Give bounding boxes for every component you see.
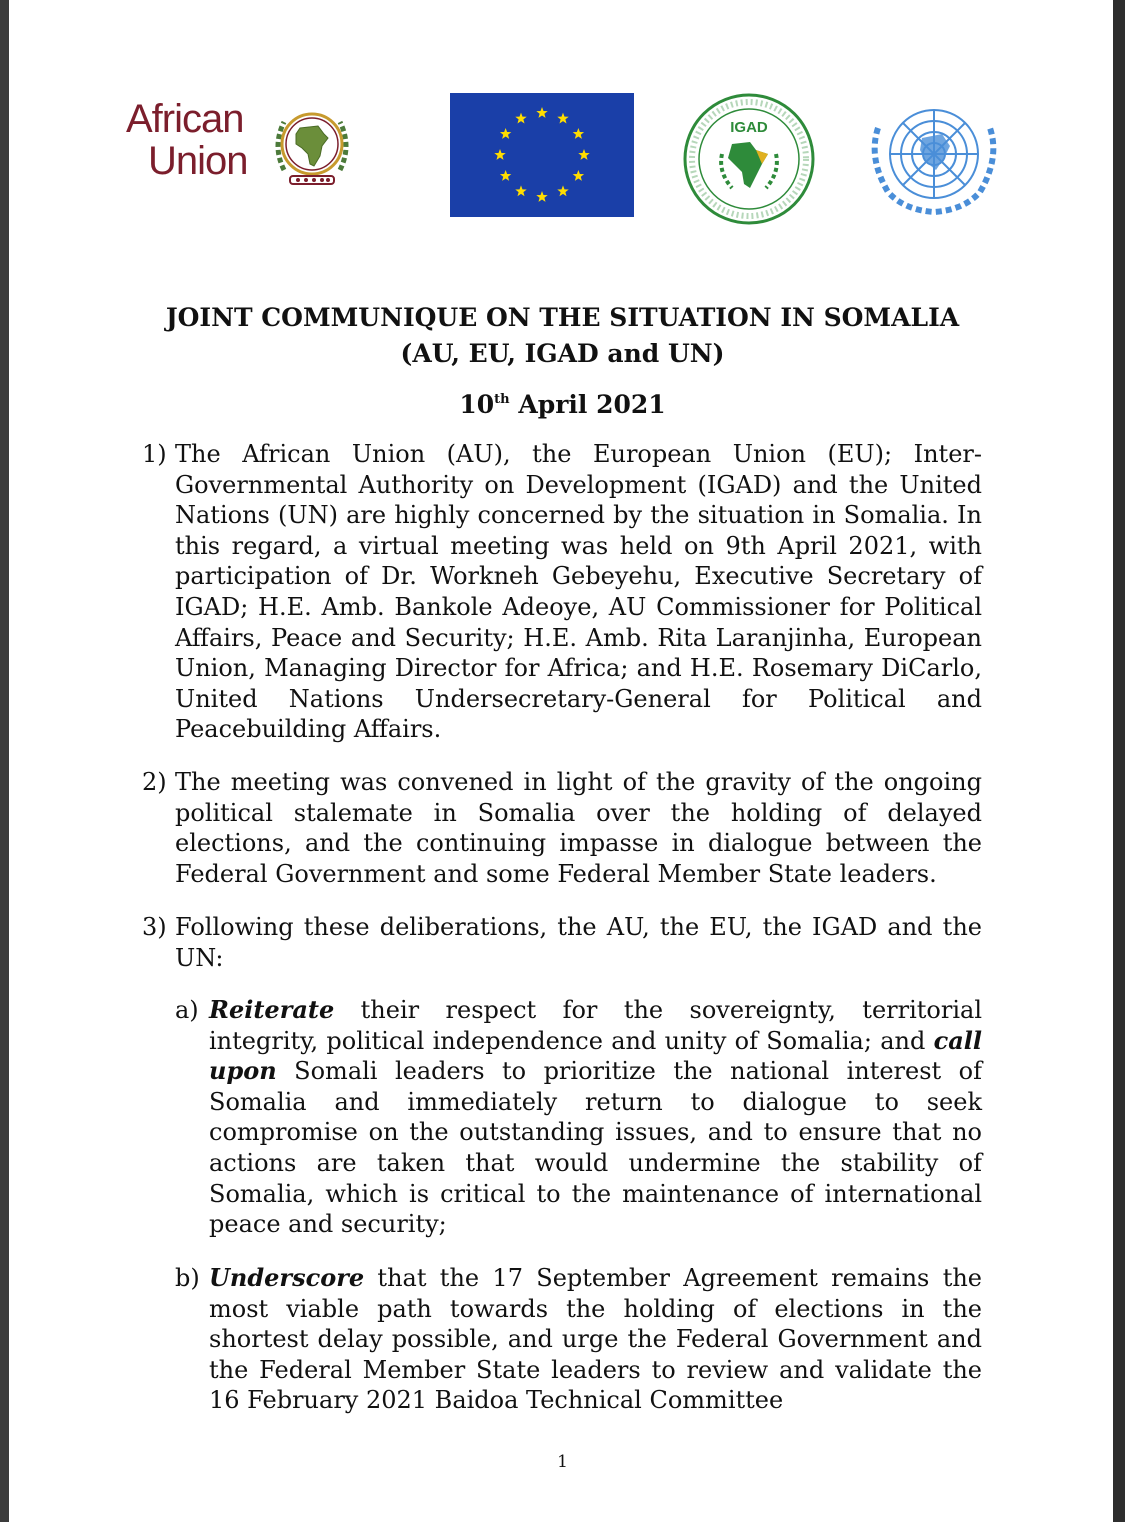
date-rest: April 2021: [518, 390, 666, 419]
paragraph-2: [142, 767, 982, 889]
title-line1: JOINT COMMUNIQUE ON THE SITUATION IN SOMALIA: [165, 303, 960, 332]
emphasis-verb: Underscore: [209, 1263, 365, 1292]
paragraph-text: The African Union (AU), the European Union (EU); Inter-Governmental Authority on Development (IGAD) and the United Nations (UN) are highly concerned by the situation in Somalia. In this regard, a virtual meeting was held on 9th April 2021, with participation of Dr. Workneh Gebeyehu, Executive Secretary of IGAD; H.E. Amb. Bankole Adeoye, AU Commissioner for Political Affairs, Peace and Security; H.E. Amb. Rita Laranjinha, European Union, Managing Director for Africa; and H.E. Rosemary DiCarlo, United Nations Undersecretary-General for Political and Peacebuilding Affairs.: [175, 440, 982, 744]
african-union-logo: [126, 98, 362, 198]
emphasis-verb: Reiterate: [209, 995, 335, 1024]
page-edge-right: [1113, 0, 1125, 1522]
date-day: 10: [459, 390, 495, 419]
page-edge-left: [0, 0, 9, 1522]
text-run: Somali leaders to prioritize the national interest of Somalia and immediately return to dialogue to seek compromise on the outstanding issues, and to ensure that no actions are taken that would undermine the stability of Somalia, which is critical to the maintenance of international peace and security;: [209, 1057, 982, 1239]
title-line2: (AU, EU, IGAD and UN): [400, 339, 725, 368]
paragraph-number: 2): [142, 768, 167, 796]
text-run: their respect for the sovereignty, territorial integrity, political independence and unity of Somalia; and: [209, 996, 982, 1055]
un-emblem-icon: [864, 98, 1004, 218]
igad-text: IGAD: [730, 119, 768, 136]
subparagraph-b: [175, 1263, 982, 1416]
paragraph-number: 1): [142, 440, 167, 468]
page-number: 1: [557, 1452, 568, 1472]
logo-row: [0, 88, 1125, 228]
text-run: that the 17 September Agreement remains the most viable path towards the holding of elections in the shortest delay possible, and urge the Federal Government and the Federal Member State leaders to review and validate the 16 February 2021 Baidoa Technical Committee: [209, 1264, 982, 1415]
subparagraph-a: [175, 995, 982, 1240]
paragraph-text: The meeting was convened in light of the gravity of the ongoing political stalemate in Somalia over the holding of delayed elections, and the continuing impasse in dialogue between the Federal Government and some Federal Member State leaders.: [175, 768, 982, 888]
subparagraph-letter: a): [175, 996, 199, 1024]
subparagraph-letter: b): [175, 1264, 200, 1292]
subparagraph-text: [209, 1263, 982, 1416]
paragraph-1: [142, 439, 982, 745]
igad-logo-icon: [682, 92, 816, 226]
document-date: [0, 390, 1125, 419]
date-suffix: th: [494, 392, 510, 407]
paragraph-text: Following these deliberations, the AU, the EU, the IGAD and the UN:: [175, 913, 982, 972]
eu-flag-icon: [450, 93, 634, 217]
document-title: [0, 300, 1125, 372]
au-wordmark-line2: Union: [148, 139, 248, 183]
paragraph-3: [142, 912, 982, 973]
au-wordmark-line1: African: [126, 97, 244, 141]
emphasis-verb: call upon: [209, 1025, 982, 1086]
paragraph-number: 3): [142, 913, 167, 941]
au-wordmark: [126, 98, 248, 182]
au-emblem-icon: [266, 100, 358, 192]
subparagraph-text: [209, 995, 982, 1240]
